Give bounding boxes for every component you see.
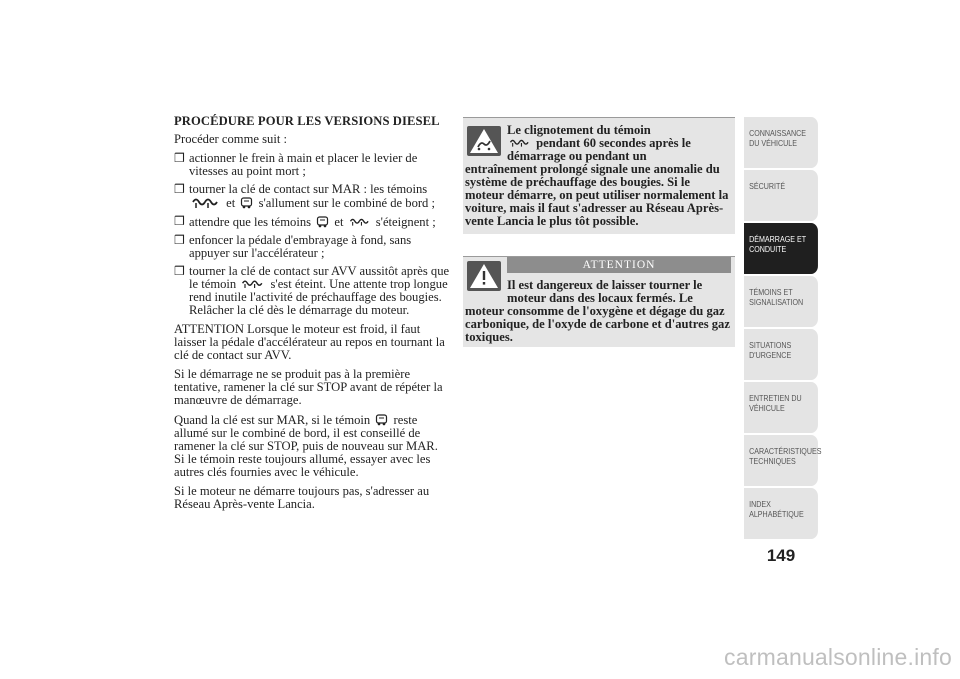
mar-text-start: Quand la clé est sur MAR, si le témoin bbox=[174, 413, 371, 427]
tab-entretien-du-vehicule[interactable]: ENTRETIEN DU VÉHICULE bbox=[744, 382, 818, 433]
box2-text bbox=[465, 279, 731, 344]
step-item bbox=[174, 183, 450, 210]
checkbox-bullet-icon: ❒ bbox=[174, 233, 185, 247]
network-paragraph: Si le moteur ne démarre toujours pas, s'adresser au Réseau Après-vente Lancia. bbox=[174, 484, 430, 511]
step-text: actionner le frein à main et placer le levier de vitesses au point mort ; bbox=[189, 151, 418, 178]
tab-index-alphabetique[interactable]: INDEX ALPHABÉTIQUE bbox=[744, 488, 818, 539]
tab-connaissance-du-vehicule[interactable]: CONNAISSANCE DU VÉHICULE bbox=[744, 117, 818, 168]
step-text: enfoncer la pédale d'embrayage à fond, sans appuyer sur l'accélérateur ; bbox=[189, 233, 412, 260]
step-item bbox=[174, 265, 450, 317]
car-fault-icon bbox=[375, 413, 388, 426]
page-number: 149 bbox=[766, 546, 796, 565]
box1-rest: entraînement prolongé signale une anomalie du système de préchauffage des bougies. Si le moteur démarre, on peut utiliser normalement la voiture, mais il faut s'adresser au Réseau Après-vente Lancia le plus tôt possible. bbox=[465, 162, 729, 228]
intro-text: Procéder comme suit : bbox=[174, 132, 287, 146]
tab-caracteristiques-techniques[interactable]: CARACTÉRISTIQUES TECHNIQUES bbox=[744, 435, 818, 486]
step-item bbox=[174, 215, 450, 229]
step-text: s'éteignent ; bbox=[375, 215, 436, 229]
car-fault-icon bbox=[240, 196, 253, 209]
box1-text bbox=[465, 124, 731, 228]
checkbox-bullet-icon: ❒ bbox=[174, 214, 185, 228]
attention-banner: ATTENTION bbox=[507, 257, 731, 273]
box1-line1: Le clignotement du témoin bbox=[507, 123, 651, 137]
glow-plug-icon bbox=[241, 278, 265, 290]
step-text: et bbox=[226, 196, 236, 210]
checkbox-bullet-icon: ❒ bbox=[174, 264, 185, 278]
tab-securite[interactable]: SÉCURITÉ bbox=[744, 170, 818, 221]
glow-plug-icon bbox=[349, 216, 371, 228]
watermark: carmanualsonline.info bbox=[724, 644, 952, 670]
mar-text-end: reste allumé sur le combiné de bord, il est conseillé de ramener la clé sur STOP, puis de nouveau sur MAR. Si le témoin reste toujours allumé, essayer avec les autres clés fournies avec le véhicule. bbox=[174, 413, 438, 479]
box1-line2 bbox=[465, 137, 731, 163]
glow-plug-icon bbox=[509, 137, 531, 149]
stop-paragraph: Si le démarrage ne se produit pas à la première tentative, ramener la clé sur STOP avant de répéter la manœuvre de démarrage. bbox=[174, 367, 443, 407]
box2-line1: Il est dangereux de laisser tourner le moteur dans des locaux fermés. Le bbox=[507, 278, 703, 305]
attention-paragraph: ATTENTION Lorsque le moteur est froid, il faut laisser la pédale d'accélérateur au repos en tournant la clé de contact sur AVV. bbox=[174, 322, 445, 362]
tab-temoins-et-signalisation[interactable]: TÉMOINS ET SIGNALISATION bbox=[744, 276, 818, 327]
attention-warning-box bbox=[463, 256, 735, 347]
box1-line2-text: pendant 60 secondes après le démarrage ou pendant un bbox=[507, 136, 691, 163]
main-text-column bbox=[174, 115, 450, 517]
step-text: tourner la clé de contact sur MAR : les témoins bbox=[189, 182, 428, 196]
chapter-tabs bbox=[744, 117, 822, 541]
glow-plug-warning-box bbox=[463, 117, 735, 234]
box2-rest: moteur consomme de l'oxygène et dégage du gaz carbonique, de l'oxyde de carbone et d'autres gaz toxiques. bbox=[465, 304, 730, 344]
step-text: et bbox=[334, 215, 344, 229]
tab-situations-durgence[interactable]: SITUATIONS D'URGENCE bbox=[744, 329, 818, 380]
checkbox-bullet-icon: ❒ bbox=[174, 151, 185, 165]
checkbox-bullet-icon: ❒ bbox=[174, 182, 185, 196]
mar-paragraph bbox=[174, 413, 450, 479]
section-heading: PROCÉDURE POUR LES VERSIONS DIESEL bbox=[174, 114, 440, 128]
step-text: s'allument sur le combiné de bord ; bbox=[258, 196, 436, 210]
step-text: s'est éteint. Une attente trop longue rend inutile l'activité de préchauffage des bougies. Relâcher la clé dès le démarrage du moteur. bbox=[189, 277, 448, 317]
step-text: tourner la clé de contact sur AVV aussitôt après que le témoin bbox=[189, 264, 450, 291]
procedure-steps bbox=[174, 152, 450, 317]
car-fault-icon bbox=[316, 215, 329, 228]
step-item bbox=[174, 152, 450, 178]
glow-plug-icon bbox=[191, 197, 221, 209]
step-text: attendre que les témoins bbox=[189, 215, 312, 229]
tab-demarrage-et-conduite[interactable]: DÉMARRAGE ET CONDUITE bbox=[744, 223, 818, 274]
step-item bbox=[174, 234, 450, 260]
